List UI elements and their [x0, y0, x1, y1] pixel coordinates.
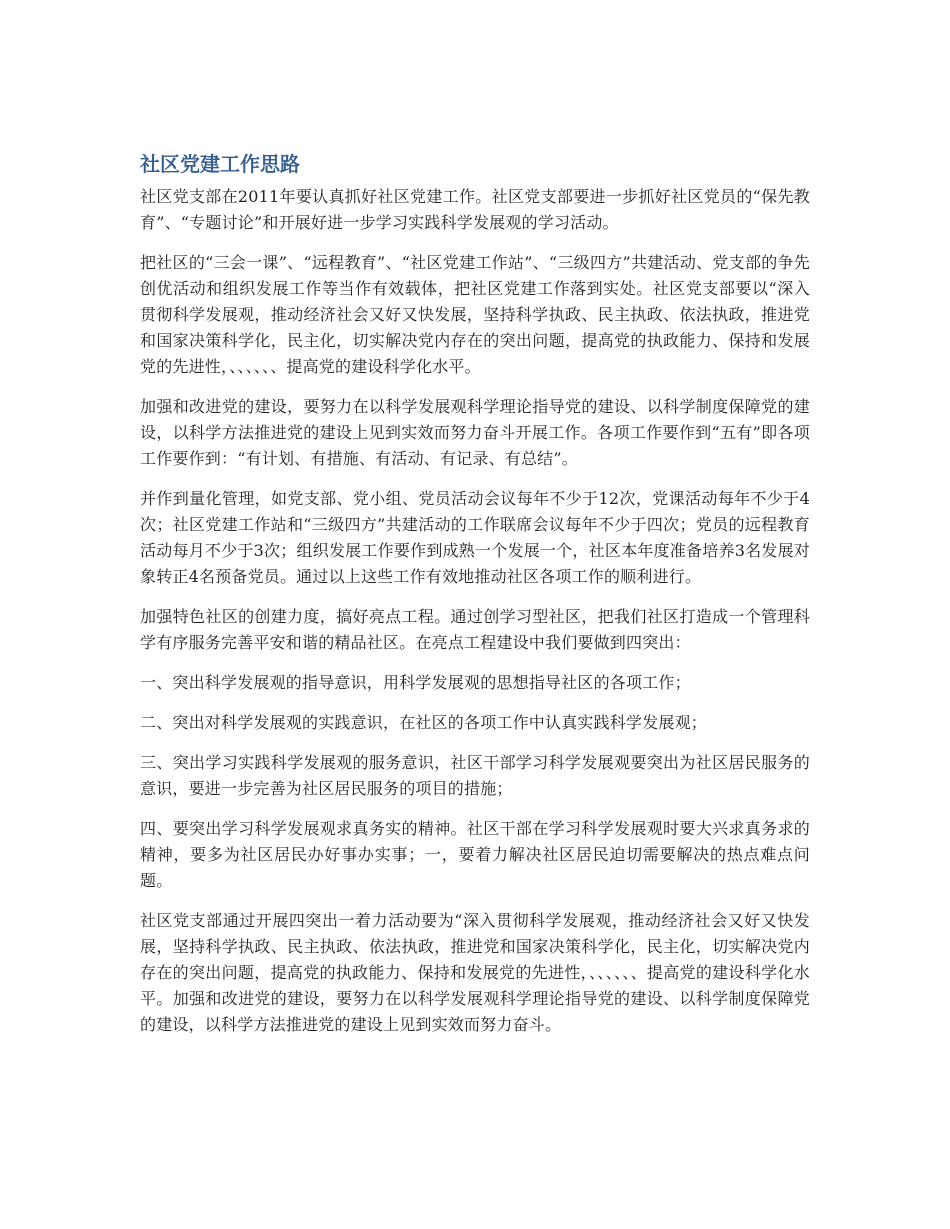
paragraph-1: 社区党支部在2011年要认真抓好社区党建工作。社区党支部要进一步抓好社区党员的“保先教育”、“专题讨论”和开展好进一步学习实践科学发展观的学习活动。: [140, 187, 810, 232]
paragraph-6: 一、突出科学发展观的指导意识，用科学发展观的思想指导社区的各项工作；: [140, 673, 691, 692]
paragraph-2: 把社区的“三会一课”、“远程教育”、“社区党建工作站”、“三级四方”共建活动、党支部的争先创优活动和组织发展工作等当作有效载体，把社区党建工作落到实处。社区党支部要以“深入贯彻科学发展观，推动经济社会又好又快发展，坚持科学执政、民主执政、依法执政，推进党和国家决策科学化，民主化，切实解决党内存在的突出问题，提高党的执政能力、保持和发展党的先进性，、、、、、、提高党的建设科学化水平。: [140, 253, 810, 376]
paragraph-9: 四、要突出学习科学发展观求真务实的精神。社区干部在学习科学发展观时要大兴求真务求的精神，要多为社区居民办好事办实事；一，要着力解决社区居民迫切需要解决的热点难点问题。: [140, 819, 810, 890]
paragraph-5: 加强特色社区的创建力度，搞好亮点工程。通过创学习型社区，把我们社区打造成一个管理科学有序服务完善平安和谐的精品社区。在亮点工程建设中我们要做到四突出：: [140, 607, 810, 652]
paragraph-4: 并作到量化管理，如党支部、党小组、党员活动会议每年不少于12次，党课活动每年不少于4次；社区党建工作站和“三级四方”共建活动的工作联席会议每年不少于四次；党员的远程教育活动每月不少于3次；组织发展工作要作到成熟一个发展一个，社区本年度准备培养3名发展对象转正4名预备党员。通过以上这些工作有效地推动社区各项工作的顺利进行。: [140, 489, 810, 586]
paragraph-10: 社区党支部通过开展四突出一着力活动要为“深入贯彻科学发展观，推动经济社会又好又快发展，坚持科学执政、民主执政、依法执政，推进党和国家决策科学化，民主化，切实解决党内存在的突出问题，提高党的执政能力、保持和发展党的先进性，、、、、、、提高党的建设科学化水平。加强和改进党的建设，要努力在以科学发展观科学理论指导党的建设、以科学制度保障党的建设，以科学方法推进党的建设上见到实效而努力奋斗。: [140, 911, 810, 1034]
paragraph-8: 三、突出学习实践科学发展观的服务意识，社区干部学习科学发展观要突出为社区居民服务的意识，要进一步完善为社区居民服务的项目的措施；: [140, 753, 810, 798]
document-page: [140, 150, 810, 1052]
paragraph-3: 加强和改进党的建设，要努力在以科学发展观科学理论指导党的建设、以科学制度保障党的建设，以科学方法推进党的建设上见到实效而努力奋斗开展工作。各项工作要作到“五有”即各项工作要作到：“有计划、有措施、有活动、有记录、有总结”。: [140, 397, 810, 468]
paragraph-7: 二、突出对科学发展观的实践意识，在社区的各项工作中认真实践科学发展观；: [140, 713, 708, 732]
document-title: 社区党建工作思路: [140, 152, 300, 176]
